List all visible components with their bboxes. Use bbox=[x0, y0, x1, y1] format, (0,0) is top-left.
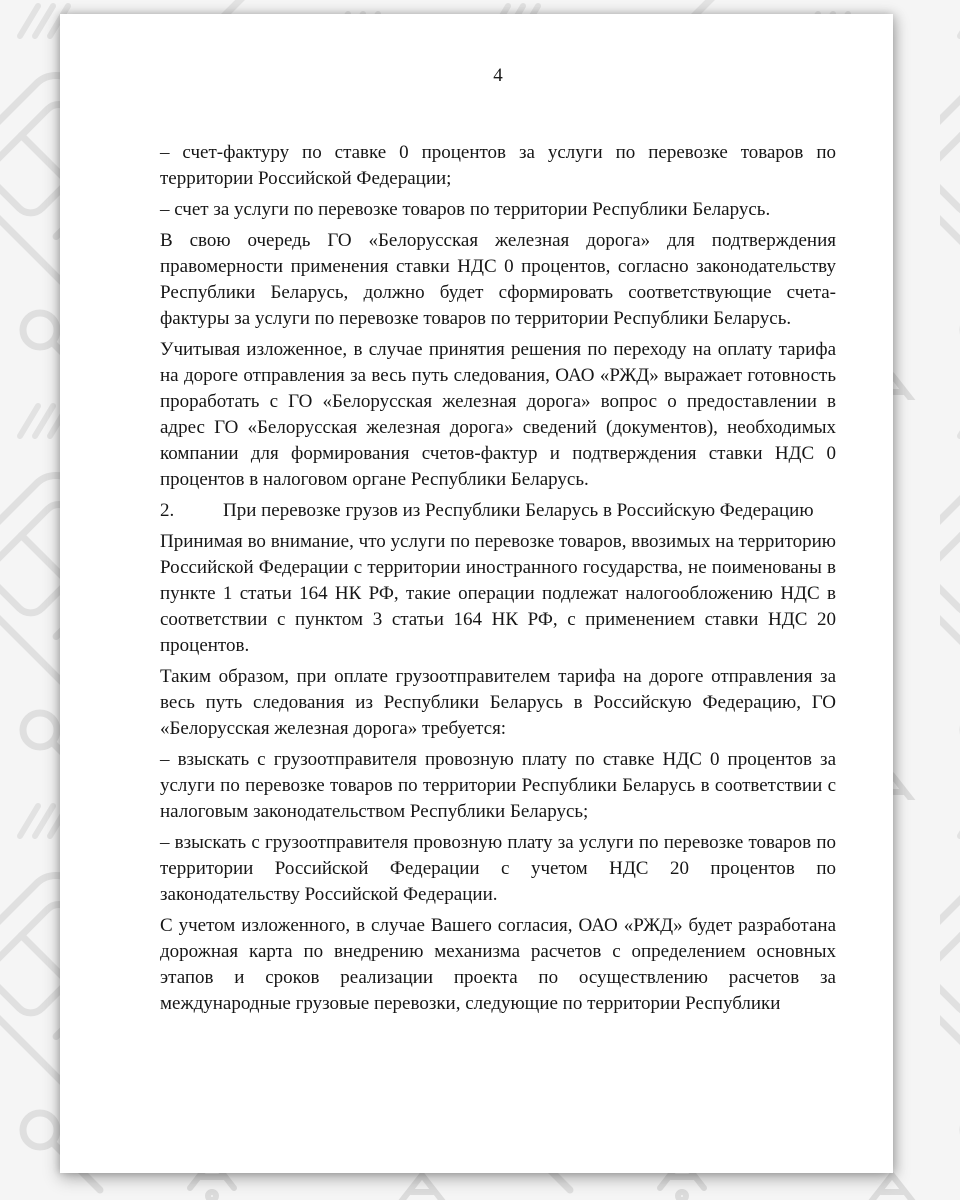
list-item-dash: – взыскать с грузоотправителя провозную плату за услуги по перевозке товаров по территории Российской Федерации с учетом НДС 20 процентов по законодательству Российской Федерации. bbox=[160, 832, 836, 905]
paragraph: С учетом изложенного, в случае Вашего согласия, ОАО «РЖД» будет разработана дорожная карта по внедрению механизма расчетов с определением основных этапов и сроков реализации проекта по осуществлению расчетов за международные грузовые перевозки, следующие по территории Республики bbox=[160, 915, 836, 1014]
paragraph: Принимая во внимание, что услуги по перевозке товаров, ввозимых на территорию Российской Федерации с территории иностранного государства, не поименованы в пункте 1 статьи 164 НК РФ, такие операции подлежат налогообложению НДС в соответствии с пунктом 3 статьи 164 НК РФ, с применением ставки НДС 20 процентов. bbox=[160, 531, 836, 656]
document-body bbox=[160, 140, 836, 1022]
document-sheet bbox=[60, 14, 893, 1173]
list-item-dash: – счет за услуги по перевозке товаров по территории Республики Беларусь. bbox=[160, 199, 771, 220]
paragraph: В свою очередь ГО «Белорусская железная дорога» для подтверждения правомерности применения ставки НДС 0 процентов, согласно законодательству Республики Беларусь, должно будет сформировать соответствующие счета-фактуры за услуги по перевозке товаров по территории Республики Беларусь. bbox=[160, 230, 836, 329]
heading-text: При перевозке грузов из Республики Беларусь в Российскую Федерацию bbox=[223, 500, 814, 521]
paragraph: Таким образом, при оплате грузоотправителем тарифа на дороге отправления за весь путь следования из Республики Беларусь в Российскую Федерацию, ГО «Белорусская железная дорога» требуется: bbox=[160, 666, 836, 739]
paragraph: Учитывая изложенное, в случае принятия решения по переходу на оплату тарифа на дороге отправления за весь путь следования, ОАО «РЖД» выражает готовность проработать с ГО «Белорусская железная дорога» вопрос о предоставлении в адрес ГО «Белорусская железная дорога» сведений (документов), необходимых компании для формирования счетов-фактур и подтверждения ставки НДС 0 процентов в налоговом органе Республики Беларусь. bbox=[160, 339, 836, 490]
numbered-heading bbox=[160, 498, 836, 524]
list-item-dash: – взыскать с грузоотправителя провозную плату по ставке НДС 0 процентов за услуги по перевозке товаров по территории Республики Беларусь в соответствии с налоговым законодательством Республики Беларусь; bbox=[160, 749, 836, 822]
heading-number: 2. bbox=[160, 500, 175, 521]
list-item-dash: – счет-фактуру по ставке 0 процентов за услуги по перевозке товаров по территории Российской Федерации; bbox=[160, 142, 836, 189]
page-number: 4 bbox=[493, 65, 503, 86]
